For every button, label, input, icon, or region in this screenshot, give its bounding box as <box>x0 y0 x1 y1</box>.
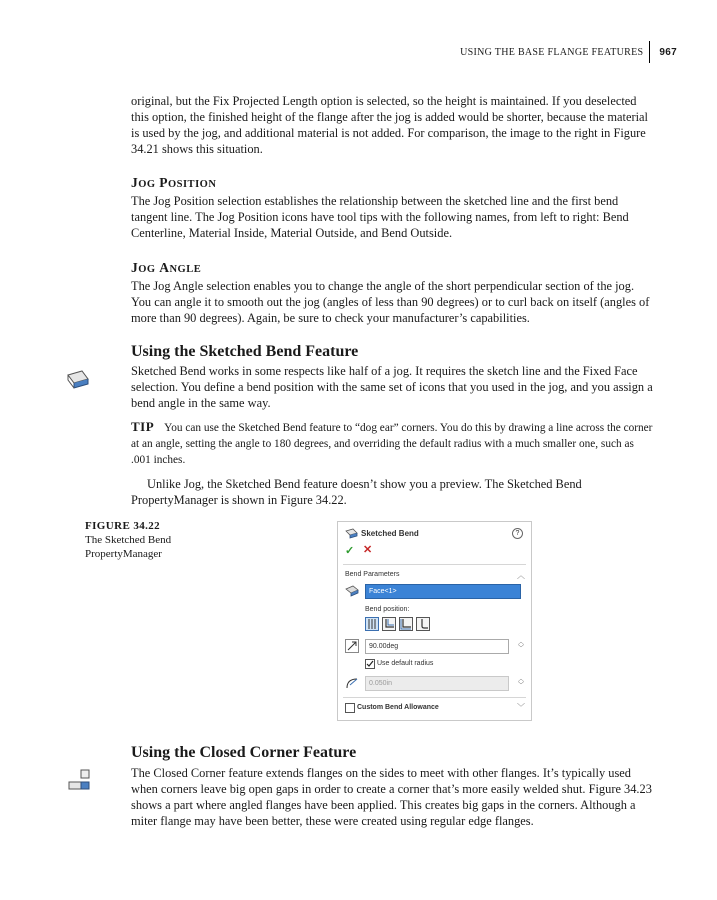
pm-title: Sketched Bend <box>361 529 419 538</box>
heading-closed-corner: Using the Closed Corner Feature <box>131 744 357 761</box>
fixed-face-icon <box>345 584 359 597</box>
figure-caption-line1: The Sketched Bend <box>85 534 172 546</box>
custom-bend-allowance-label[interactable]: Custom Bend Allowance <box>357 704 439 711</box>
help-icon[interactable]: ? <box>512 528 523 539</box>
jog-position-paragraph: The Jog Position selection establishes the relationship between the sketched line and the first bend tangent line. The Jog Position icons have tool tips with the following names, from left to right: Bend Centerline, Material Inside, Material Outside, and Bend Outside. <box>131 194 629 240</box>
bend-position-label: Bend position: <box>365 606 410 613</box>
use-default-radius-checkbox[interactable] <box>365 659 375 669</box>
bend-outside-button[interactable] <box>416 617 430 631</box>
ok-button[interactable]: ✓ <box>345 545 355 557</box>
custom-bend-allowance-checkbox[interactable] <box>345 703 355 713</box>
bend-radius-icon <box>345 676 359 689</box>
sketched-bend-icon <box>65 367 91 393</box>
tip-label: TIP <box>131 419 155 434</box>
intro-paragraph <box>131 93 656 157</box>
section-title: USING THE BASE FLANGE FEATURES <box>460 46 644 58</box>
bend-angle-icon <box>345 639 359 653</box>
material-inside-button[interactable] <box>382 617 396 631</box>
radius-spinner[interactable]: ︿ ﹀ <box>517 677 524 689</box>
no-preview-paragraph: Unlike Jog, the Sketched Bend feature doesn’t show you a preview. The Sketched Bend PropertyManager is shown in Figure 34.22. <box>131 477 582 507</box>
tip-block <box>131 419 656 468</box>
chevron-up-icon[interactable]: ︿ <box>517 571 525 580</box>
closed-corner-paragraph: The Closed Corner feature extends flanges on the sides to meet with other flanges. It’s typically used when corners leave big open gaps in order to create a corner that’s more easily welded shut. Figure 34.23 shows a part where angled flanges have been applied. This creates big gaps in the corners. Although a miter flange may have been better, these were created using regular edge flanges. <box>131 766 652 828</box>
fixed-face-field[interactable]: Face<1> <box>365 584 521 599</box>
sketched-bend-paragraph: Sketched Bend works in some respects like half of a jog. It requires the sketch line and the Fixed Face selection. You define a bend position with the same set of icons that you used in the jog, and you assign a bend angle in the same way. <box>131 364 653 410</box>
figure-number: FIGURE 34.22 <box>85 520 161 532</box>
divider <box>343 697 526 698</box>
subhead-jog-position: JOG POSITION <box>131 175 217 190</box>
cancel-button[interactable]: ✕ <box>363 544 373 556</box>
material-inside-icon <box>383 618 395 630</box>
chevron-down-icon[interactable]: ﹀ <box>517 703 525 712</box>
bend-centerline-icon <box>366 618 378 630</box>
material-outside-button[interactable] <box>399 617 413 631</box>
sketched-bend-property-manager <box>337 521 532 721</box>
tip-text: You can use the Sketched Bend feature to “dog ear” corners. You do this by drawing a line across the corner at an angle, setting the angle to 180 degrees, and overriding the default radius with a much smaller one, such as .001 inches. <box>131 422 653 466</box>
jog-angle-paragraph: The Jog Angle selection enables you to change the angle of the short perpendicular section of the jog. You can angle it to smooth out the jog (angles of less than 90 degrees) or to curl back on itself (angles of more than 90 degrees). Again, be sure to check your manufacturer’s capabilities. <box>131 279 650 325</box>
sketched-bend-pm-icon <box>345 527 358 539</box>
figure-caption-line2: PropertyManager <box>85 548 162 560</box>
bend-angle-input[interactable]: 90.00deg <box>365 639 509 654</box>
bend-radius-input[interactable]: 0.050in <box>365 676 509 691</box>
figure-caption <box>85 519 171 561</box>
heading-sketched-bend: Using the Sketched Bend Feature <box>131 343 359 360</box>
bend-position-buttons <box>365 617 430 631</box>
intro-text: original, but the Fix Projected Length option is selected, so the height is maintained. If you deselected this option, the finished height of the flange after the jog is added would be shorter, because the material is used by the jog, and additional material is not added. For comparison, the image to the right in Figure 34.21 shows this situation. <box>131 94 648 156</box>
divider <box>343 564 526 565</box>
closed-corner-icon <box>67 769 91 791</box>
running-header <box>460 41 677 63</box>
header-divider <box>649 41 650 63</box>
bend-outside-icon <box>417 618 429 630</box>
material-outside-icon <box>400 618 412 630</box>
angle-spinner[interactable]: ︿ ﹀ <box>517 640 524 652</box>
subhead-jog-angle: JOG ANGLE <box>131 260 202 275</box>
bend-parameters-group-title[interactable]: Bend Parameters <box>345 571 400 578</box>
page-number: 967 <box>659 46 677 58</box>
use-default-radius-label: Use default radius <box>377 660 434 667</box>
bend-centerline-button[interactable] <box>365 617 379 631</box>
